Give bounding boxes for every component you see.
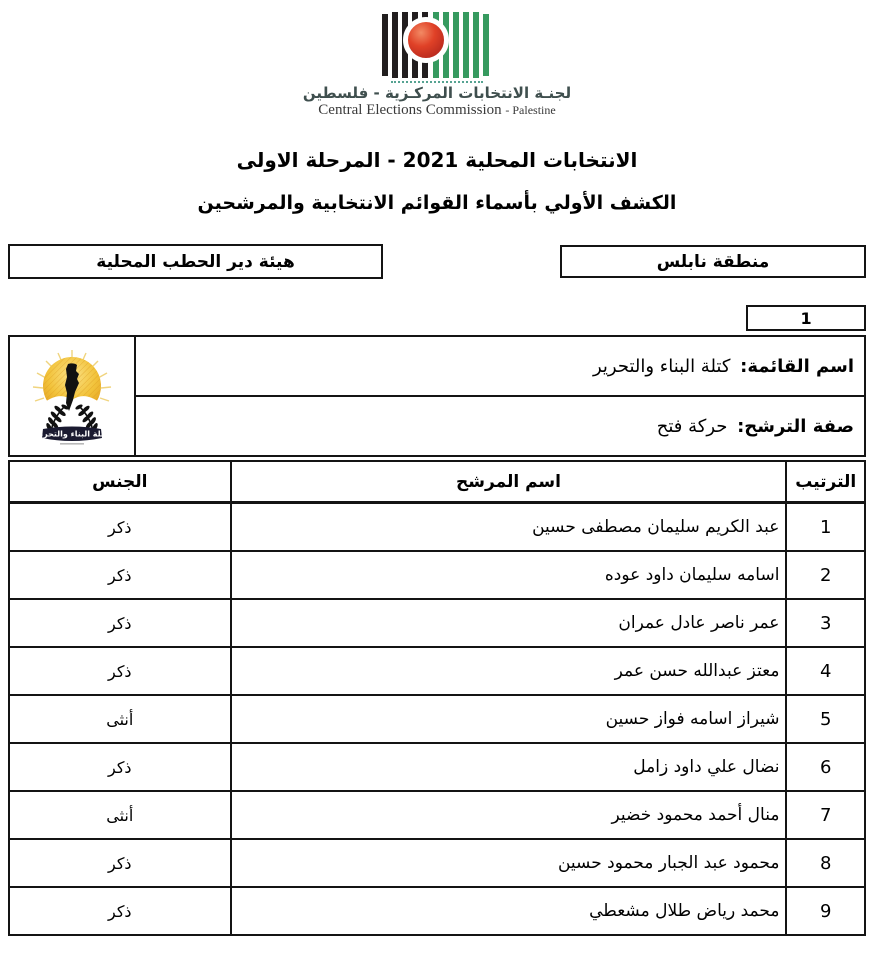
table-row bbox=[9, 551, 865, 599]
logo-divider-dots bbox=[391, 81, 483, 83]
rank-cell: 4 bbox=[786, 647, 865, 695]
candidate-name-cell: عبد الكريم سليمان مصطفى حسين bbox=[231, 503, 787, 552]
rank-cell: 7 bbox=[786, 791, 865, 839]
table-row bbox=[9, 647, 865, 695]
table-row bbox=[9, 743, 865, 791]
authority-box: هيئة دير الحطب المحلية bbox=[8, 244, 383, 279]
candidate-name-cell: منال أحمد محمود خضير bbox=[231, 791, 787, 839]
org-name-english-main: Central Elections Commission bbox=[318, 102, 502, 118]
rank-cell: 1 bbox=[786, 503, 865, 552]
rank-cell: 9 bbox=[786, 887, 865, 935]
candidate-name-cell: عمر ناصر عادل عمران bbox=[231, 599, 787, 647]
rank-cell: 2 bbox=[786, 551, 865, 599]
candidate-name-cell: محمد رياض طلال مشعطي bbox=[231, 887, 787, 935]
table-header-row bbox=[9, 461, 865, 503]
gender-cell: ذكر bbox=[9, 887, 231, 935]
candidate-name-cell: اسامه سليمان داود عوده bbox=[231, 551, 787, 599]
candidacy-type-value: حركة فتح bbox=[656, 415, 728, 437]
rank-cell: 6 bbox=[786, 743, 865, 791]
cec-logo-icon bbox=[382, 12, 492, 78]
page-subtitle: الكشف الأولي بأسماء القوائم الانتخابية والمرشحين bbox=[197, 192, 677, 214]
header-boxes-row bbox=[8, 244, 866, 279]
list-name-value: كتلة البناء والتحرير bbox=[592, 355, 731, 377]
gender-cell: أنثى bbox=[9, 695, 231, 743]
header-rank: الترتيب bbox=[786, 461, 865, 503]
region-box: منطقة نابلس bbox=[560, 245, 866, 278]
table-row bbox=[9, 791, 865, 839]
gender-cell: أنثى bbox=[9, 791, 231, 839]
table-row bbox=[9, 695, 865, 743]
gender-cell: ذكر bbox=[9, 503, 231, 552]
candidate-name-cell: شيراز اسامه فواز حسين bbox=[231, 695, 787, 743]
candidates-table bbox=[8, 460, 866, 936]
gender-cell: ذكر bbox=[9, 599, 231, 647]
rank-cell: 3 bbox=[786, 599, 865, 647]
candidacy-type-cell bbox=[135, 396, 865, 456]
cec-logo bbox=[8, 0, 866, 119]
header-gender: الجنس bbox=[9, 461, 231, 503]
list-name-label: اسم القائمة: bbox=[740, 355, 854, 377]
gender-cell: ذكر bbox=[9, 839, 231, 887]
rank-cell: 8 bbox=[786, 839, 865, 887]
list-name-cell bbox=[135, 336, 865, 396]
party-logo-banner-text: كتلة البناء والتحرير bbox=[35, 429, 109, 439]
gender-cell: ذكر bbox=[9, 551, 231, 599]
org-name-english bbox=[8, 102, 866, 119]
candidate-name-cell: محمود عبد الجبار محمود حسين bbox=[231, 839, 787, 887]
table-row bbox=[9, 503, 865, 552]
org-name-arabic: لجنـة الانتخابات المركـزية - فلسطين bbox=[302, 84, 572, 102]
table-row bbox=[9, 599, 865, 647]
gender-cell: ذكر bbox=[9, 647, 231, 695]
gender-cell: ذكر bbox=[9, 743, 231, 791]
page-title: الانتخابات المحلية 2021 - المرحلة الاولى bbox=[236, 148, 638, 172]
table-row bbox=[9, 839, 865, 887]
org-name-english-suffix: - Palestine bbox=[505, 103, 556, 117]
party-logo-cell bbox=[9, 336, 135, 456]
candidate-name-cell: نضال علي داود زامل bbox=[231, 743, 787, 791]
candidacy-type-label: صفة الترشح: bbox=[737, 415, 854, 437]
table-row bbox=[9, 887, 865, 935]
list-number-box: 1 bbox=[746, 305, 866, 331]
candidate-name-cell: معتز عبدالله حسن عمر bbox=[231, 647, 787, 695]
header-candidate-name: اسم المرشح bbox=[231, 461, 787, 503]
rank-cell: 5 bbox=[786, 695, 865, 743]
fatah-list-logo-icon bbox=[20, 340, 124, 448]
list-info-table bbox=[8, 335, 866, 457]
